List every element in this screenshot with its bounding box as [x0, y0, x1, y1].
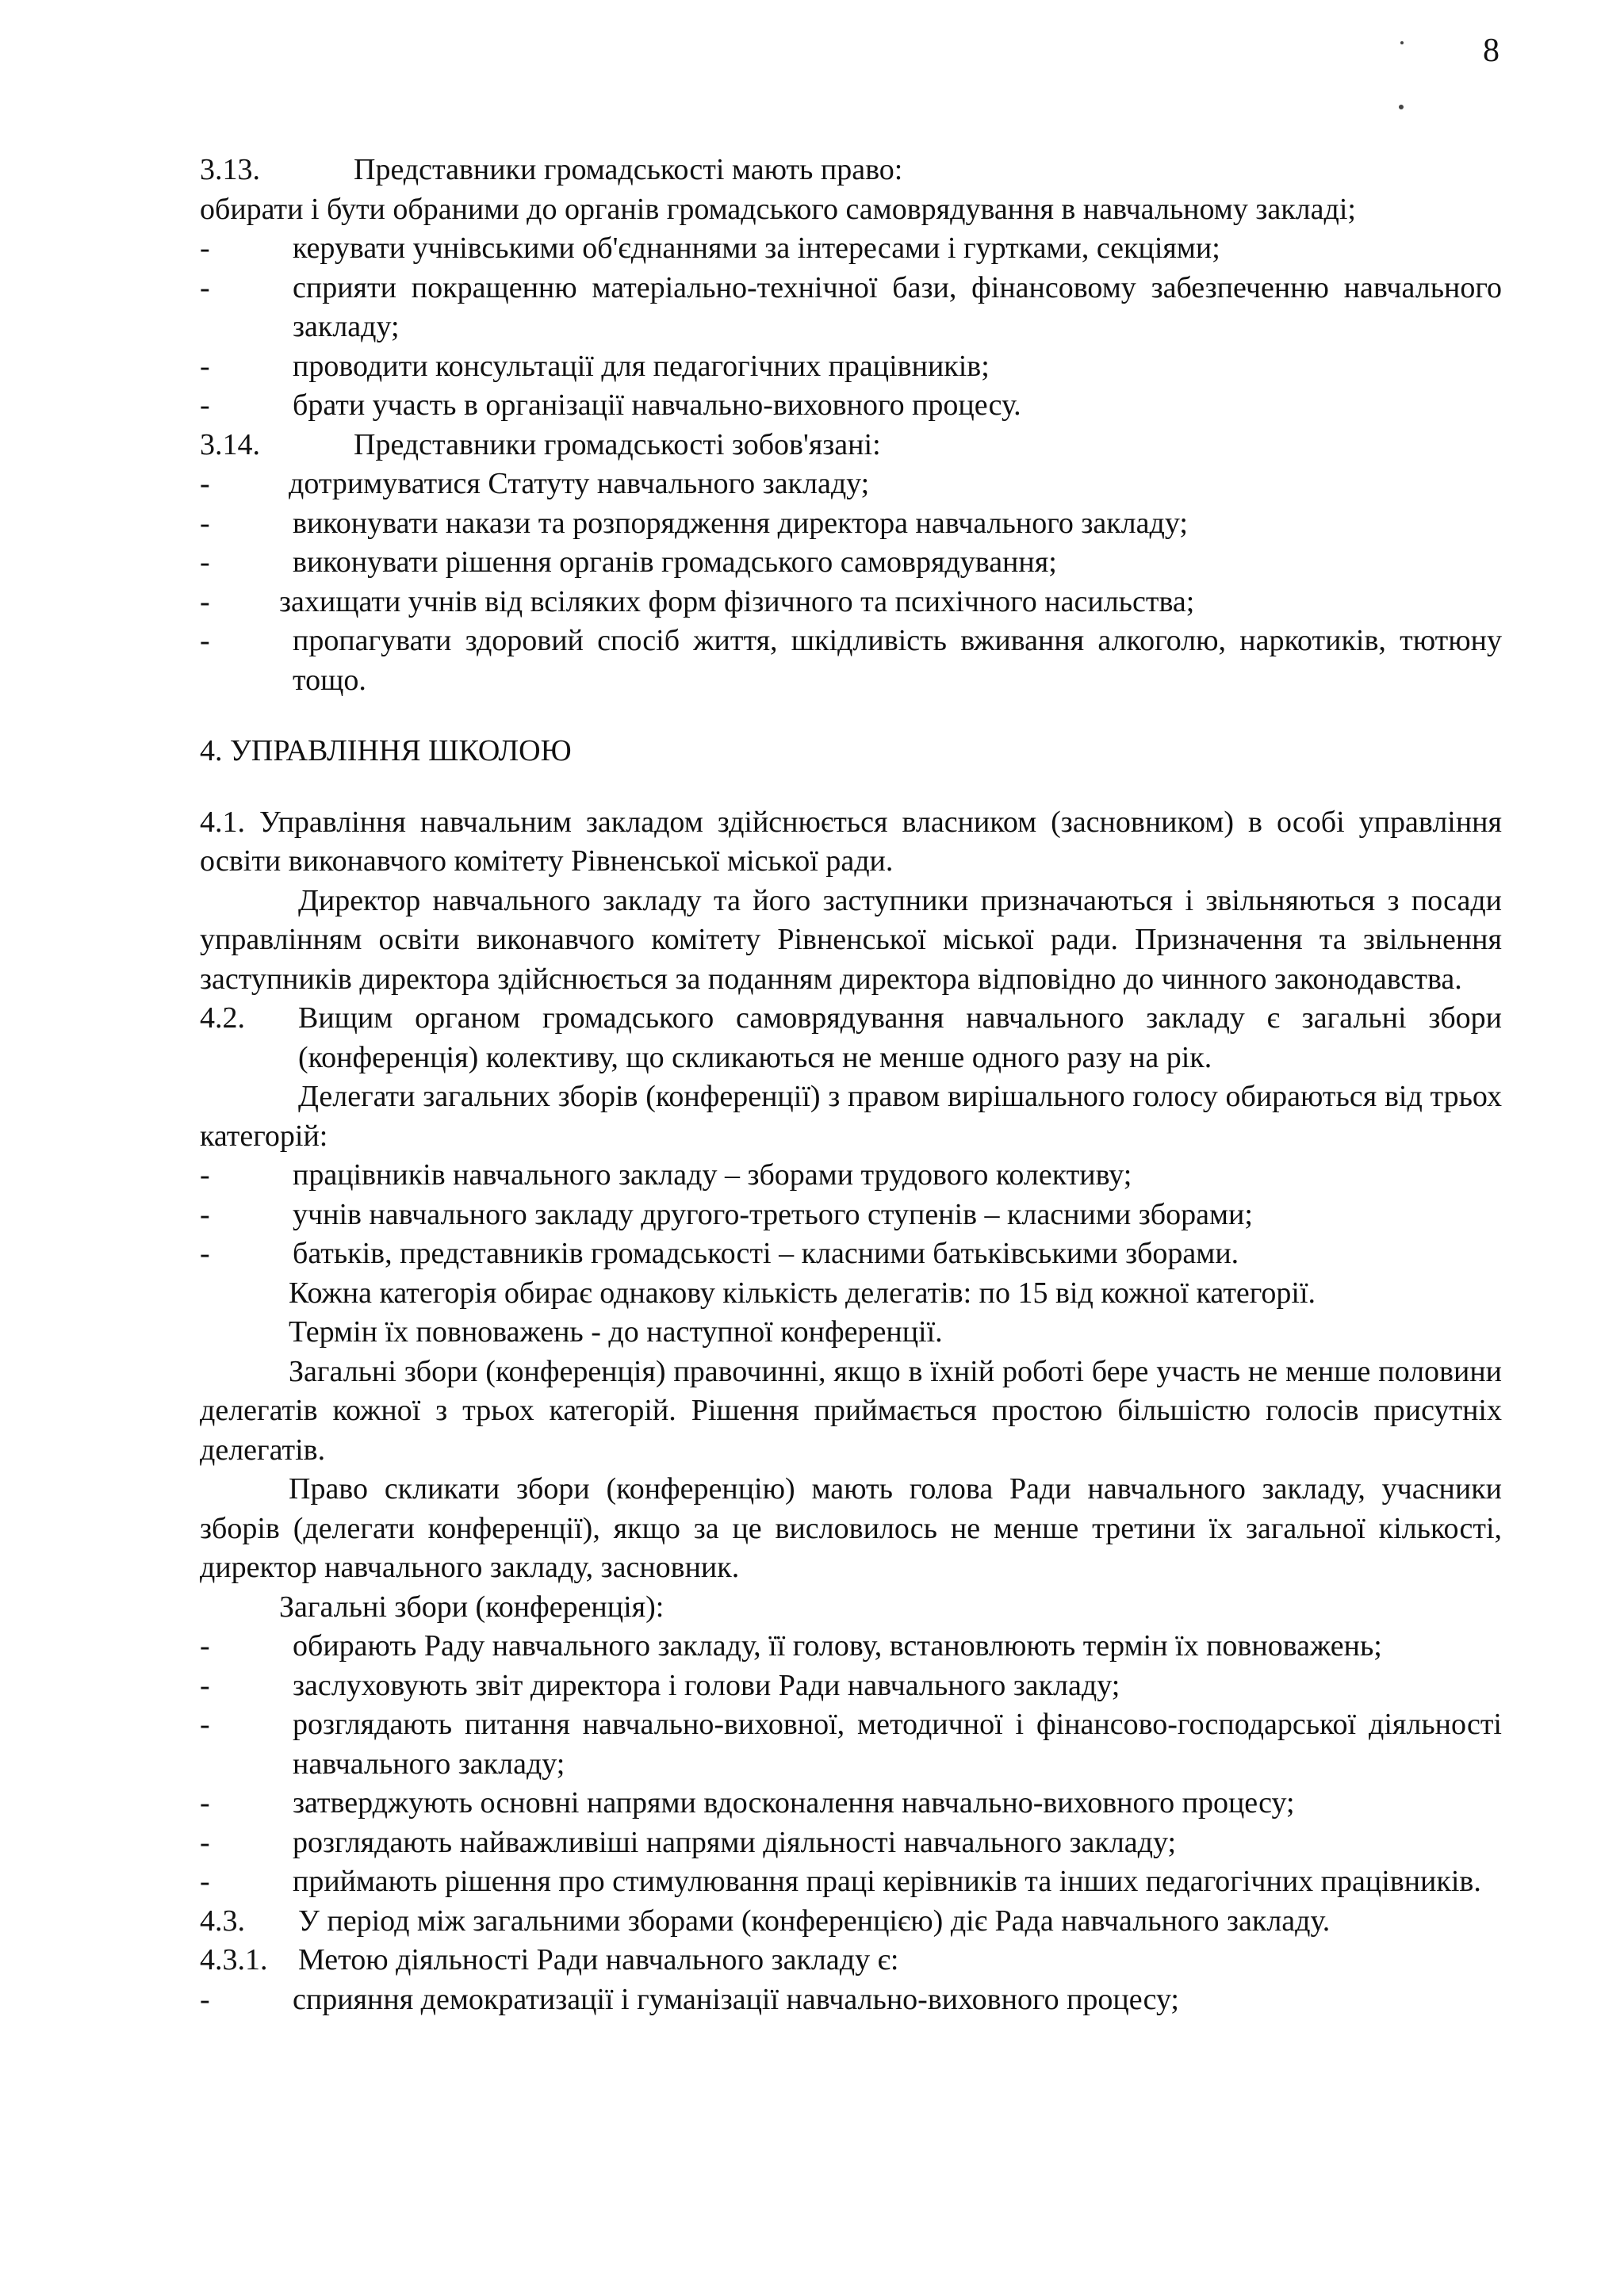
list-item	[200, 465, 1502, 504]
bullet-dash: -	[200, 1237, 210, 1270]
section-number: 4.3.1.	[200, 1943, 268, 1976]
list-item-text: обирають Раду навчального закладу, її голову, встановлюють термін їх повноважень;	[293, 1629, 1382, 1663]
bullet-dash: -	[200, 624, 210, 657]
list-item	[200, 543, 1502, 583]
list-item-text: виконувати рішення органів громадського самоврядування;	[293, 545, 1057, 579]
section-lead: Представники громадськості мають право:	[354, 153, 903, 186]
bullet-dash: -	[200, 349, 210, 383]
bullet-dash: -	[200, 467, 210, 500]
bullet-dash: -	[200, 545, 210, 579]
spacer	[200, 700, 1502, 732]
list-item	[200, 269, 1502, 347]
bullet-dash: -	[200, 232, 210, 265]
section-heading: 4. УПРАВЛІННЯ ШКОЛОЮ	[200, 734, 572, 767]
list-item-text: учнів навчального закладу другого-третього ступенів – класними зборами;	[293, 1197, 1253, 1231]
document-body	[200, 151, 1502, 2019]
paragraph: Термін їх повноважень - до наступної конференції.	[289, 1315, 943, 1349]
list-item-text: проводити консультації для педагогічних працівників;	[293, 349, 990, 383]
paragraph: Кожна категорія обирає однакову кількість делегатів: по 15 від кожної категорії.	[289, 1276, 1316, 1310]
section-number: 4.3.	[200, 1904, 245, 1938]
list-item	[200, 622, 1502, 700]
paragraph-text: Вищим органом громадського самоврядування навчального закладу є загальні збори (конференція) колективу, що скликаються не менше одного разу на рік.	[298, 1001, 1502, 1074]
list-item-text: виконувати накази та розпорядження директора навчального закладу;	[293, 506, 1188, 540]
list-item-text: затверджують основні напрями вдосконалення навчально-виховного процесу;	[293, 1786, 1295, 1820]
section-lead: Представники громадськості зобов'язані:	[354, 427, 881, 461]
list-item	[200, 1196, 1502, 1235]
spacer	[200, 771, 1502, 803]
section-3-14-heading	[200, 426, 1502, 465]
list-item	[200, 386, 1502, 426]
list-item	[200, 1784, 1502, 1823]
bullet-dash: -	[200, 1629, 210, 1663]
list-item-text: обирати і бути обраними до органів громадського самоврядування в навчальному закладі;	[200, 192, 1356, 226]
list-item-text: дотримуватися Статуту навчального закладу;	[289, 467, 870, 500]
section-number: 3.14.	[200, 427, 260, 461]
list-item	[200, 1705, 1502, 1784]
list-item	[200, 229, 1502, 269]
list-item	[200, 1234, 1502, 1274]
scan-speck	[1400, 41, 1404, 44]
paragraph-4-1: 4.1. Управління навчальним закладом здійснюється власником (засновником) в особі управління освіти виконавчого комітету Рівненської міської ради.	[200, 805, 1502, 878]
list-item-text: захищати учнів від всіляких форм фізичного та психічного насильства;	[279, 584, 1195, 618]
list-item-text: розглядають найважливіші напрями діяльності навчального закладу;	[293, 1825, 1177, 1859]
bullet-dash: -	[200, 388, 210, 422]
list-item	[200, 1627, 1502, 1667]
paragraph-4-2	[200, 999, 1502, 1077]
scan-speck	[1399, 105, 1404, 109]
list-item	[200, 504, 1502, 544]
list-item-text: батьків, представників громадськості – класними батьківськими зборами.	[293, 1237, 1239, 1270]
paragraph-4-3-1	[200, 1941, 1502, 1980]
list-item	[200, 1980, 1502, 2020]
list-item-text: приймають рішення про стимулювання праці керівників та інших педагогічних працівників.	[293, 1865, 1481, 1898]
paragraph-text: У період між загальними зборами (конференцією) діє Рада навчального закладу.	[298, 1904, 1331, 1938]
list-item-text: пропагувати здоровий спосіб життя, шкідливість вживання алкоголю, наркотиків, тютюну тощо.	[293, 624, 1502, 697]
paragraph: Загальні збори (конференція) правочинні, якщо в їхній роботі бере участь не менше половини делегатів кожної з трьох категорій. Рішення приймається простою більшістю голосів присутніх делегатів.	[200, 1354, 1502, 1467]
bullet-dash: -	[200, 1668, 210, 1702]
bullet-dash: -	[200, 1825, 210, 1859]
section-number: 3.13.	[200, 153, 260, 186]
bullet-dash: -	[200, 270, 210, 304]
list-item	[200, 583, 1502, 622]
page-number: 8	[1483, 33, 1500, 69]
paragraph-text: Метою діяльності Ради навчального закладу є:	[298, 1943, 899, 1976]
section-number: 4.2.	[200, 1001, 245, 1035]
paragraph: Загальні збори (конференція):	[279, 1590, 665, 1624]
list-item-text: брати участь в організації навчально-виховного процесу.	[293, 388, 1021, 422]
bullet-dash: -	[200, 1982, 210, 2016]
bullet-dash: -	[200, 584, 210, 618]
bullet-dash: -	[200, 1865, 210, 1898]
bullet-dash: -	[200, 1708, 210, 1741]
list-item	[200, 1667, 1502, 1706]
list-item-text: керувати учнівськими об'єднаннями за інтересами і гуртками, секціями;	[293, 232, 1220, 265]
list-item-text: розглядають питання навчально-виховної, методичної і фінансово-господарської діяльності навчального закладу;	[293, 1708, 1502, 1781]
bullet-dash: -	[200, 1158, 210, 1192]
paragraph: Делегати загальних зборів (конференції) з правом вирішального голосу обираються від трьох категорій:	[200, 1080, 1502, 1153]
paragraph: Директор навчального закладу та його заступники призначаються і звільняються з посади управлінням освіти виконавчого комітету Рівненської міської ради. Призначення та звільнення заступників директора здійснюється за поданням директора відповідно до чинного законодавства.	[200, 883, 1502, 996]
list-item	[200, 1862, 1502, 1902]
section-3-13-heading	[200, 151, 1502, 190]
list-item-text: працівників навчального закладу – зборами трудового колективу;	[293, 1158, 1132, 1192]
list-item	[200, 1823, 1502, 1863]
list-item	[200, 1156, 1502, 1196]
bullet-dash: -	[200, 1786, 210, 1820]
list-item-text: сприяння демократизації і гуманізації навчально-виховного процесу;	[293, 1982, 1179, 2016]
list-item	[200, 347, 1502, 387]
list-item-text: сприяти покращенню матеріально-технічної бази, фінансовому забезпеченню навчального закладу;	[293, 270, 1502, 343]
bullet-dash: -	[200, 1197, 210, 1231]
paragraph: Право скликати збори (конференцію) мають голова Ради навчального закладу, учасники зборів (делегати конференції), якщо за це висловилось не менше третини їх загальної кількості, директор навчального закладу, засновник.	[200, 1472, 1502, 1584]
paragraph-4-3	[200, 1902, 1502, 1942]
list-item-text: заслуховують звіт директора і голови Ради навчального закладу;	[293, 1668, 1120, 1702]
bullet-dash: -	[200, 506, 210, 540]
list-item	[200, 190, 1502, 230]
